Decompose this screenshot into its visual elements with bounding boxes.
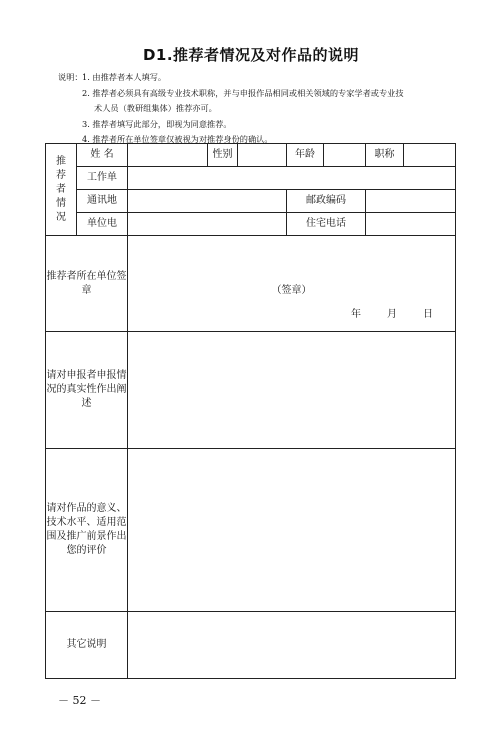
instruction-item-3: 3. 推荐者填写此部分，即视为同意推荐。 — [82, 118, 232, 129]
date-year: 年 — [351, 309, 361, 320]
unit-seal-area[interactable] — [128, 236, 456, 332]
date-day: 日 — [423, 309, 433, 320]
page-title: D1.推荐者情况及对作品的说明 — [142, 46, 360, 64]
date-line — [325, 308, 433, 322]
authenticity-label: 请对申报者申报情况的真实性作出阐述 — [46, 332, 128, 449]
postcode-label: 邮政编码 — [287, 190, 366, 213]
age-field[interactable] — [324, 144, 366, 167]
instructions — [58, 70, 458, 148]
workplace-label: 工作单 — [77, 167, 128, 190]
address-field[interactable] — [128, 190, 287, 213]
other-label: 其它说明 — [46, 612, 128, 679]
instruction-item-2-cont: 术人员（教研组集体）推荐亦可。 — [94, 103, 217, 113]
gender-label: 性别 — [208, 144, 238, 167]
gender-field[interactable] — [238, 144, 287, 167]
unit-seal-label: 推荐者所在单位签章 — [46, 236, 128, 332]
postcode-field[interactable] — [366, 190, 456, 213]
instruction-item-1: 1. 由推荐者本人填写。 — [82, 72, 167, 82]
title-field[interactable] — [404, 144, 456, 167]
home-phone-label: 住宅电话 — [287, 213, 366, 236]
title-label: 职称 — [366, 144, 404, 167]
other-field[interactable] — [128, 612, 456, 679]
address-label: 通讯地 — [77, 190, 128, 213]
work-phone-field[interactable] — [128, 213, 287, 236]
evaluation-field[interactable] — [128, 449, 456, 612]
seal-text: （签章） — [271, 285, 312, 296]
date-month: 月 — [387, 309, 397, 320]
name-label: 姓 名 — [77, 144, 128, 167]
authenticity-field[interactable] — [128, 332, 456, 449]
age-label: 年龄 — [287, 144, 324, 167]
instruction-item-2: 2. 推荐者必须具有高级专业技术职称，并与申报作品相同或相关领域的专家学者或专业技 — [82, 87, 404, 98]
name-field[interactable] — [128, 144, 208, 167]
recommender-form — [45, 143, 456, 679]
instructions-label: 说明： — [58, 72, 83, 82]
page-number: － 52 － — [58, 694, 101, 707]
instruction-item-4: 4. 推荐者所在单位签章仅被视为对推荐身份的确认。 — [82, 134, 273, 144]
recommender-section-label: 推荐者情况 — [46, 144, 77, 236]
workplace-field[interactable] — [128, 167, 456, 190]
home-phone-field[interactable] — [366, 213, 456, 236]
evaluation-label: 请对作品的意义、技术水平、适用范围及推广前景作出您的评价 — [46, 449, 128, 612]
work-phone-label: 单位电 — [77, 213, 128, 236]
